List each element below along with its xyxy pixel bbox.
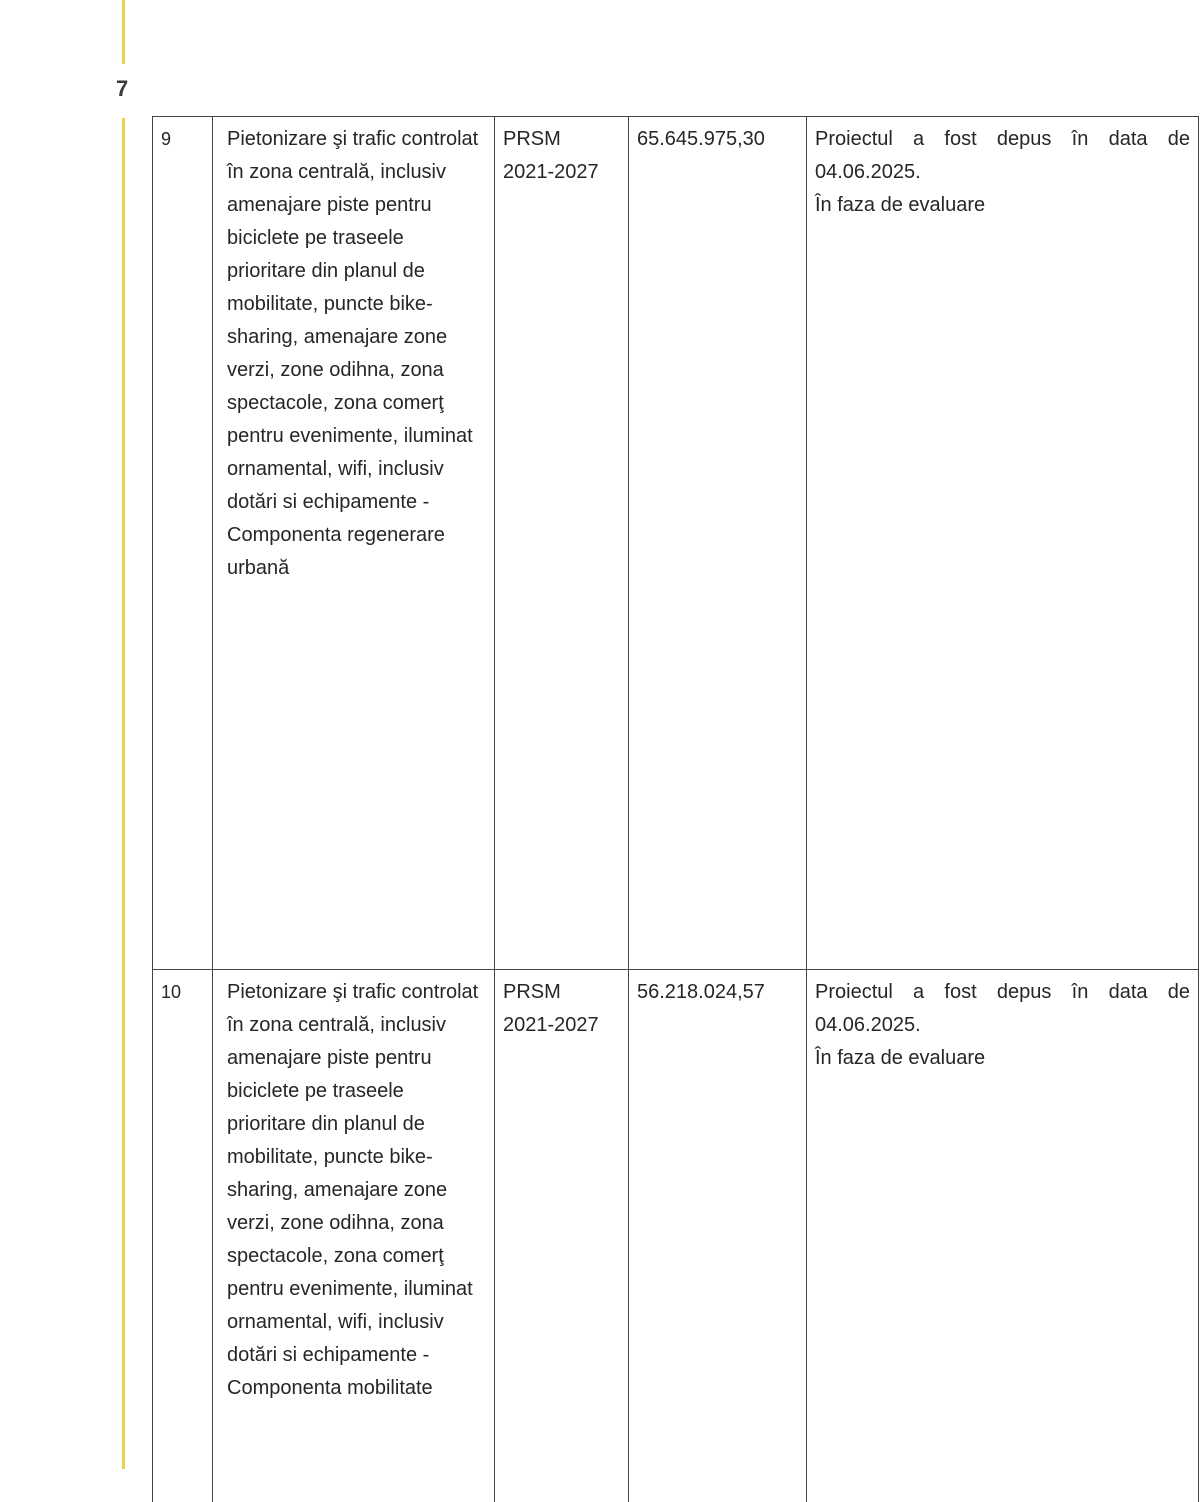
margin-accent-bar-top xyxy=(122,0,125,64)
table-row xyxy=(153,117,1199,970)
program-period: 2021-2027 xyxy=(503,156,620,189)
program-cell xyxy=(495,117,629,970)
status-cell xyxy=(807,117,1199,970)
status-line-3: În faza de evaluare xyxy=(815,1042,1190,1075)
status-cell xyxy=(807,970,1199,1502)
program-name: PRSM xyxy=(503,123,620,156)
status-line-3: În faza de evaluare xyxy=(815,189,1190,222)
status-line-2: 04.06.2025. xyxy=(815,1009,1190,1042)
table-row xyxy=(153,970,1199,1502)
program-period: 2021-2027 xyxy=(503,1009,620,1042)
projects-table xyxy=(152,116,1199,1502)
project-title: Pietonizare şi trafic controlat în zona centrală, inclusiv amenajare piste pentru biciclete pe traseele prioritare din planul de mobilitate, puncte bike-sharing, amenajare zone verzi, zone odihna, zona spectacole, zona comerţ pentru evenimente, iluminat ornamental, wifi, inclusiv dotări si echipamente - Componenta mobilitate xyxy=(221,976,486,1405)
project-value: 65.645.975,30 xyxy=(637,128,765,150)
row-index: 10 xyxy=(161,982,181,1002)
status-line-2: 04.06.2025. xyxy=(815,156,1190,189)
row-index-cell xyxy=(153,117,213,970)
program-name: PRSM xyxy=(503,976,620,1009)
project-value: 56.218.024,57 xyxy=(637,981,765,1003)
status-line-1: Proiectul a fost depus în data de xyxy=(815,976,1190,1009)
row-index: 9 xyxy=(161,129,171,149)
status-line-1: Proiectul a fost depus în data de xyxy=(815,123,1190,156)
value-cell xyxy=(629,117,807,970)
row-index-cell xyxy=(153,970,213,1502)
margin-accent-bar xyxy=(122,118,125,1469)
project-title-cell xyxy=(213,970,495,1502)
project-title-cell xyxy=(213,117,495,970)
project-title: Pietonizare şi trafic controlat în zona centrală, inclusiv amenajare piste pentru biciclete pe traseele prioritare din planul de mobilitate, puncte bike-sharing, amenajare zone verzi, zone odihna, zona spectacole, zona comerţ pentru evenimente, iluminat ornamental, wifi, inclusiv dotări si echipamente - Componenta regenerare urbană xyxy=(221,123,486,585)
value-cell xyxy=(629,970,807,1502)
page-number: 7 xyxy=(116,76,128,102)
program-cell xyxy=(495,970,629,1502)
